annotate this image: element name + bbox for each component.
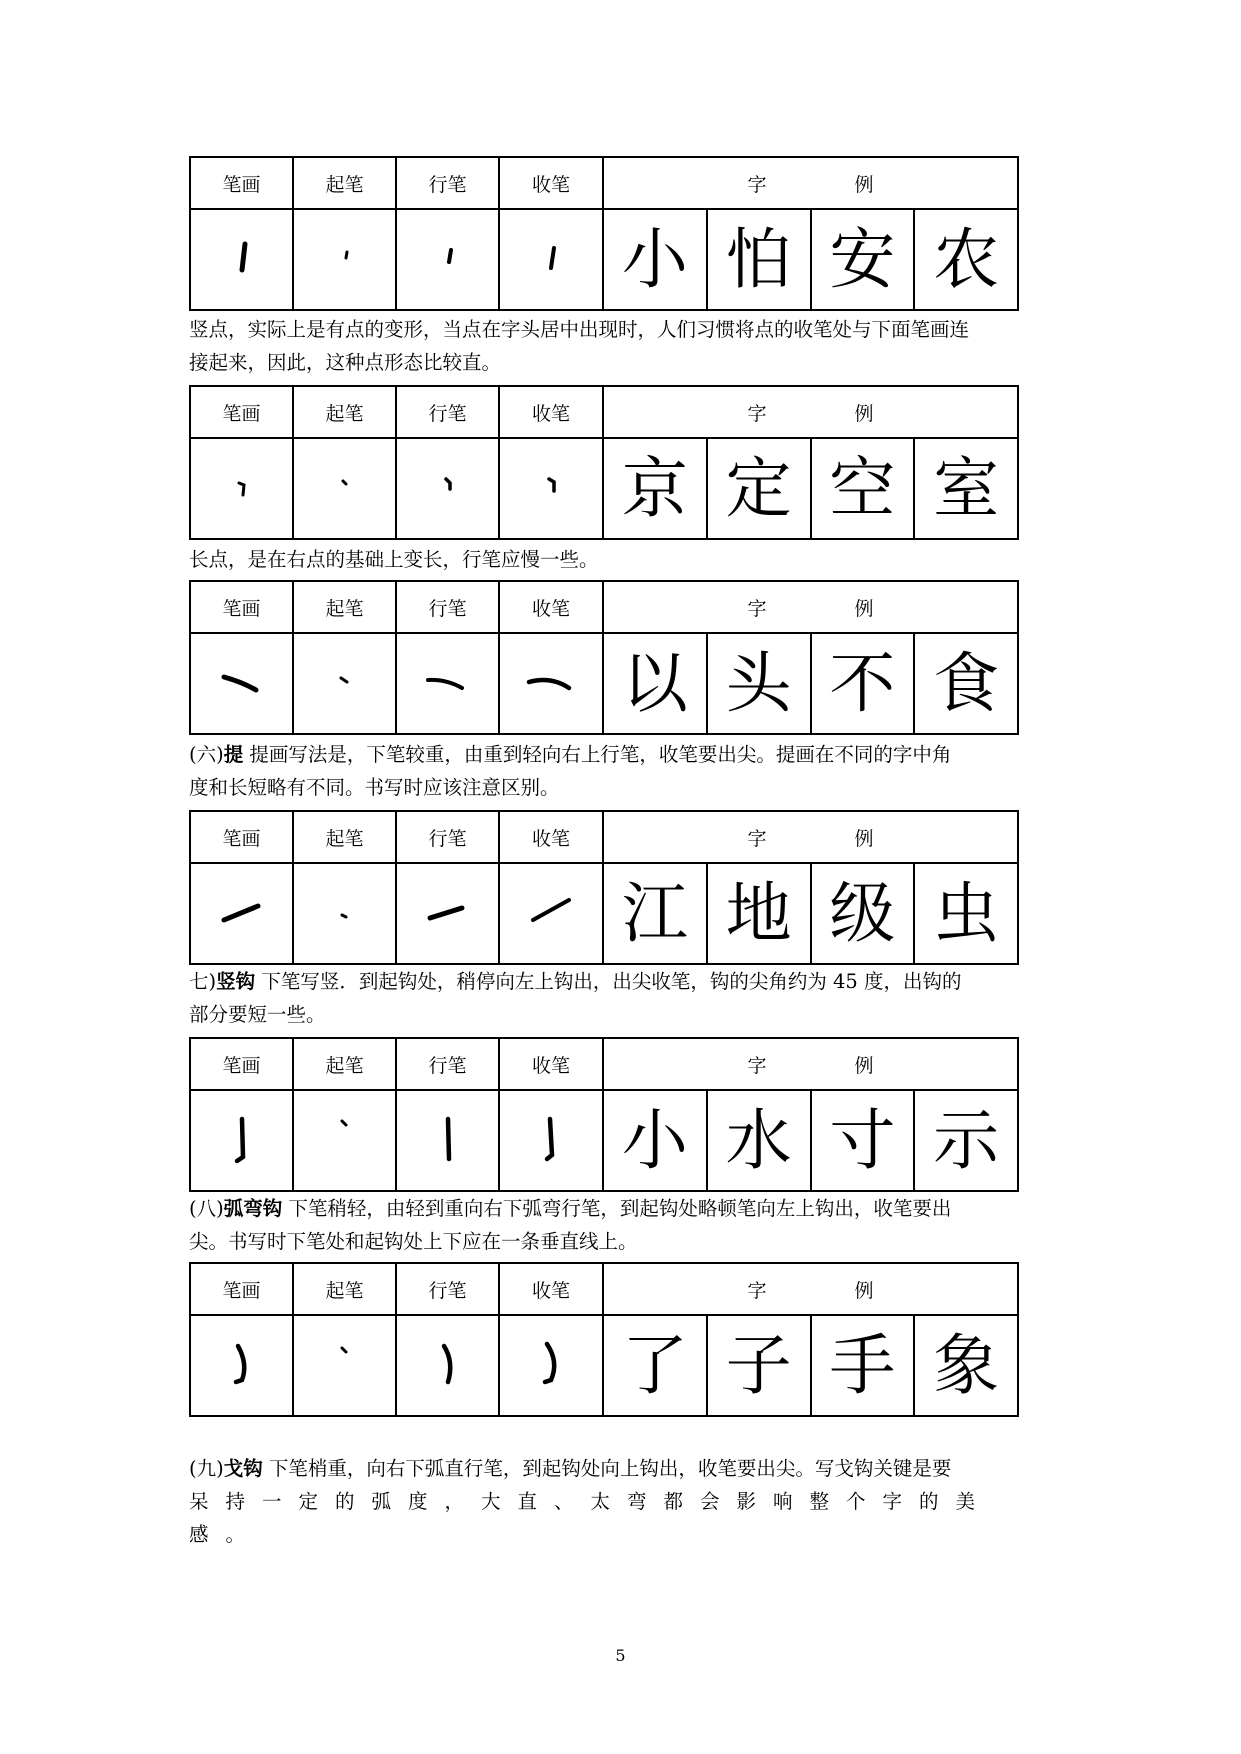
example-char-cell: [914, 1090, 1018, 1191]
header-start: 起笔: [293, 386, 396, 438]
example-char: 食: [933, 644, 1000, 722]
example-char-cell: [811, 863, 915, 964]
stroke-move-icon: [396, 209, 499, 310]
header-stroke: 笔画: [190, 1263, 293, 1315]
example-char: 头: [725, 644, 792, 722]
example-char-cell: [707, 438, 811, 539]
example-char: 室: [933, 449, 1000, 527]
stroke-end-icon: [499, 633, 603, 734]
stroke-end-icon: [499, 1090, 603, 1191]
example-char: 子: [725, 1326, 792, 1404]
example-char: 不: [829, 644, 896, 722]
stroke-start-icon: [293, 633, 396, 734]
example-char-cell: [914, 209, 1018, 310]
stroke-full-icon: [190, 209, 293, 310]
stroke-full-icon: [190, 438, 293, 539]
header-example: 字 例: [603, 157, 1018, 209]
example-char-cell: [707, 863, 811, 964]
header-end: 收笔: [499, 386, 603, 438]
example-char-cell: [603, 438, 707, 539]
stroke-full-icon: [190, 863, 293, 964]
header-move: 行笔: [396, 386, 499, 438]
example-char: 地: [725, 874, 792, 952]
paragraph-curved-hook: (八)弧弯钩 下笔稍轻，由轻到重向右下弧弯行笔，到起钩处略顿笔向左上钩出，收笔要出 尖。书写时下笔处和起钩处上下应在一条垂直线上。: [189, 1197, 952, 1253]
example-char-cell: [914, 863, 1018, 964]
example-char-cell: [603, 1090, 707, 1191]
header-start: 起笔: [293, 811, 396, 863]
stroke-move-icon: [396, 438, 499, 539]
paragraph-slant-hook: (九)戈钩 下笔梢重，向右下弧直行笔，到起钩处向上钩出，收笔要出尖。写戈钩关键是要 呆持一定的弧度，大直、太弯都会影响整个字的美感。: [189, 1457, 993, 1546]
stroke-full-icon: [190, 633, 293, 734]
stroke-start-icon: [293, 209, 396, 310]
header-stroke: 笔画: [190, 1038, 293, 1090]
example-char: 虫: [933, 874, 1000, 952]
header-end: 收笔: [499, 811, 603, 863]
stroke-end-icon: [499, 438, 603, 539]
stroke-end-icon: [499, 863, 603, 964]
stroke-start-icon: [293, 863, 396, 964]
example-char-cell: [811, 633, 915, 734]
example-char: 手: [829, 1326, 896, 1404]
stroke-table-top-dot: [189, 385, 1019, 540]
example-char: 怕: [725, 220, 792, 298]
stroke-full-icon: [190, 1090, 293, 1191]
header-end: 收笔: [499, 1263, 603, 1315]
stroke-table-rising: [189, 810, 1019, 965]
stroke-start-icon: [293, 1090, 396, 1191]
header-start: 起笔: [293, 1038, 396, 1090]
example-char: 示: [933, 1101, 1000, 1179]
example-char: 安: [829, 220, 896, 298]
example-char-cell: [603, 633, 707, 734]
header-example: 字 例: [603, 1038, 1018, 1090]
example-char: 了: [621, 1326, 688, 1404]
header-end: 收笔: [499, 157, 603, 209]
stroke-move-icon: [396, 1315, 499, 1416]
example-char-cell: [914, 633, 1018, 734]
example-char-cell: [707, 1315, 811, 1416]
stroke-start-icon: [293, 1315, 396, 1416]
term-curved-hook: 弧弯钩: [223, 1197, 283, 1220]
stroke-end-icon: [499, 1315, 603, 1416]
term-slant-hook: 戈钩: [223, 1457, 263, 1480]
paragraph-vertical-dot: 竖点，实际上是有点的变形，当点在字头居中出现时，人们习惯将点的收笔处与下面笔画连 接起来，因此，这种点形态比较直。: [189, 318, 970, 374]
header-start: 起笔: [293, 1263, 396, 1315]
stroke-table-long-dot: [189, 580, 1019, 735]
example-char: 级: [829, 874, 896, 952]
stroke-move-icon: [396, 633, 499, 734]
example-char-cell: [811, 1090, 915, 1191]
paragraph-long-dot: 长点，是在右点的基础上变长，行笔应慢一些。: [189, 548, 599, 571]
example-char: 以: [621, 644, 688, 722]
stroke-table-vertical-dot: [189, 156, 1019, 311]
example-char: 象: [933, 1326, 1000, 1404]
header-start: 起笔: [293, 157, 396, 209]
stroke-table-curved-hook: [189, 1262, 1019, 1417]
term-rising-stroke: 提: [223, 743, 244, 766]
example-char-cell: [707, 209, 811, 310]
example-char-cell: [914, 438, 1018, 539]
example-char-cell: [914, 1315, 1018, 1416]
header-move: 行笔: [396, 1038, 499, 1090]
example-char-cell: [811, 438, 915, 539]
example-char-cell: [811, 1315, 915, 1416]
paragraph-vertical-hook: 七)竖钩 下笔写竖．到起钩处，稍停向左上钩出，出尖收笔，钩的尖角约为 45 度，出钩的 部分要短一些。: [189, 970, 962, 1026]
header-stroke: 笔画: [190, 581, 293, 633]
example-char: 空: [829, 449, 896, 527]
stroke-table-vertical-hook: [189, 1037, 1019, 1192]
header-move: 行笔: [396, 581, 499, 633]
stroke-end-icon: [499, 209, 603, 310]
example-char: 江: [621, 874, 688, 952]
example-char: 寸: [829, 1101, 896, 1179]
header-stroke: 笔画: [190, 386, 293, 438]
example-char-cell: [707, 1090, 811, 1191]
term-vertical-hook: 竖钩: [216, 970, 256, 993]
example-char: 小: [621, 1101, 688, 1179]
stroke-start-icon: [293, 438, 396, 539]
example-char-cell: [707, 633, 811, 734]
header-stroke: 笔画: [190, 811, 293, 863]
example-char-cell: [811, 209, 915, 310]
header-end: 收笔: [499, 581, 603, 633]
header-stroke: 笔画: [190, 157, 293, 209]
header-move: 行笔: [396, 157, 499, 209]
example-char-cell: [603, 1315, 707, 1416]
example-char: 水: [725, 1101, 792, 1179]
example-char: 定: [725, 449, 792, 527]
stroke-full-icon: [190, 1315, 293, 1416]
header-example: 字 例: [603, 386, 1018, 438]
example-char-cell: [603, 209, 707, 310]
example-char: 京: [621, 449, 688, 527]
stroke-move-icon: [396, 1090, 499, 1191]
stroke-move-icon: [396, 863, 499, 964]
header-move: 行笔: [396, 1263, 499, 1315]
header-example: 字 例: [603, 1263, 1018, 1315]
example-char: 农: [933, 220, 1000, 298]
header-example: 字 例: [603, 581, 1018, 633]
example-char-cell: [603, 863, 707, 964]
header-move: 行笔: [396, 811, 499, 863]
paragraph-rising-stroke: (六)提 提画写法是，下笔较重，由重到轻向右上行笔，收笔要出尖。提画在不同的字中角 度和长短略有不同。书写时应该注意区别。: [189, 743, 952, 799]
example-char: 小: [621, 220, 688, 298]
page-number: 5: [615, 1646, 626, 1665]
header-end: 收笔: [499, 1038, 603, 1090]
header-start: 起笔: [293, 581, 396, 633]
header-example: 字 例: [603, 811, 1018, 863]
